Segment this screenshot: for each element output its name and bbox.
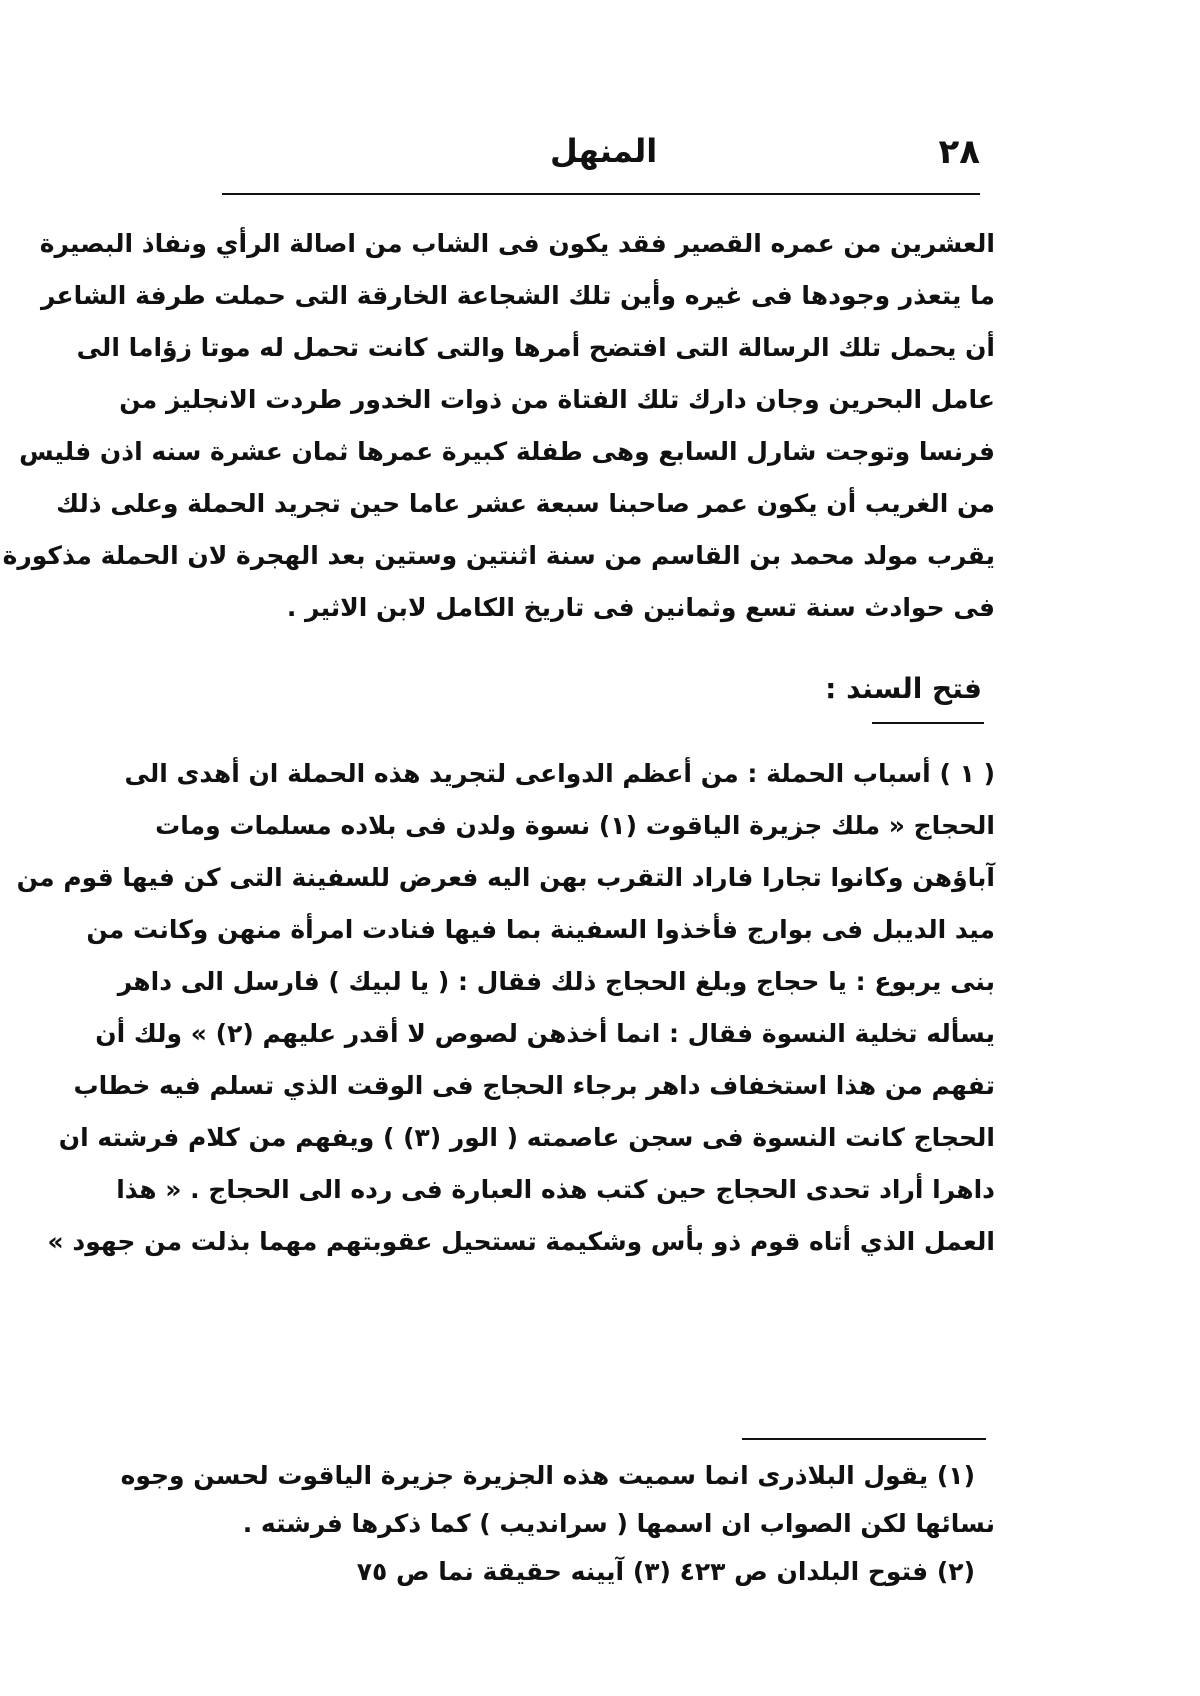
footnote-1-continued: نسائها لكن الصواب ان اسمها ( سرانديب ) كما ذكرها فرشته .: [242, 1509, 995, 1538]
footnotes: [120, 1452, 995, 1596]
text-line: الحجاج « ملك جزيرة الياقوت (١) نسوة ولدن فى بلاده مسلمات ومات: [155, 811, 995, 840]
text-line: ما يتعذر وجودها فى غيره وأين تلك الشجاعة الخارقة التى حملت طرفة الشاعر: [40, 281, 995, 310]
footnote-rule: [742, 1438, 986, 1440]
text-line: من الغريب أن يكون عمر صاحبنا سبعة عشر عاما حين تجريد الحملة وعلى ذلك: [56, 489, 995, 518]
journal-title: المنهل: [550, 132, 658, 170]
text-line: آباؤهن وكانوا تجارا فاراد التقرب بهن اليه فعرض للسفينة التى كن فيها قوم من: [16, 863, 995, 892]
section-heading: فتح السند :: [825, 672, 982, 705]
footnote-2-3: (٢) فتوح البلدان ص ٤٢٣ (٣) آيينه حقيقة نما ص ٧٥: [356, 1557, 975, 1586]
header-rule: [222, 193, 980, 195]
text-line: العشرين من عمره القصير فقد يكون فى الشاب من اصالة الرأي ونفاذ البصيرة: [39, 229, 995, 258]
text-line: داهرا أراد تحدى الحجاج حين كتب هذه العبارة فى رده الى الحجاج . « هذا: [116, 1175, 995, 1204]
text-line: ( ١ ) أسباب الحملة : من أعظم الدواعى لتجريد هذه الحملة ان أهدى الى: [124, 759, 995, 788]
text-line: تفهم من هذا استخفاف داهر برجاء الحجاج فى الوقت الذي تسلم فيه خطاب: [73, 1071, 995, 1100]
text-line: بنى يربوع : يا حجاج وبلغ الحجاج ذلك فقال : ( يا لبيك ) فارسل الى داهر: [117, 967, 995, 996]
text-line: عامل البحرين وجان دارك تلك الفتاة من ذوات الخدور طردت الانجليز من: [119, 385, 995, 414]
page-header: [222, 128, 980, 188]
text-line: يسأله تخلية النسوة فقال : انما أخذهن لصوص لا أقدر عليهم (٢) » ولك أن: [95, 1019, 995, 1048]
page-number: ٢٨: [938, 132, 980, 172]
footnote-1: (١) يقول البلاذرى انما سميت هذه الجزيرة جزيرة الياقوت لحسن وجوه: [120, 1461, 975, 1490]
text-line: الحجاج كانت النسوة فى سجن عاصمته ( الور (٣) ) ويفهم من كلام فرشته ان: [58, 1123, 995, 1152]
text-line: أن يحمل تلك الرسالة التى افتضح أمرها والتى كانت تحمل له موتا زؤاما الى: [76, 333, 995, 362]
text-line: ميد الديبل فى بوارج فأخذوا السفينة بما فيها فنادت امرأة منهن وكانت من: [86, 915, 995, 944]
text-line: العمل الذي أتاه قوم ذو بأس وشكيمة تستحيل عقوبتهم مهما بذلت من جهود »: [47, 1227, 995, 1256]
paragraph-1: [2, 218, 995, 634]
heading-underline: [872, 722, 984, 724]
text-line: فرنسا وتوجت شارل السابع وهى طفلة كبيرة عمرها ثمان عشرة سنه اذن فليس: [19, 437, 995, 466]
text-line: فى حوادث سنة تسع وثمانين فى تاريخ الكامل لابن الاثير .: [286, 593, 995, 622]
text-line: يقرب مولد محمد بن القاسم من سنة اثنتين وستين بعد الهجرة لان الحملة مذكورة: [2, 541, 995, 570]
paragraph-2: [16, 748, 995, 1268]
